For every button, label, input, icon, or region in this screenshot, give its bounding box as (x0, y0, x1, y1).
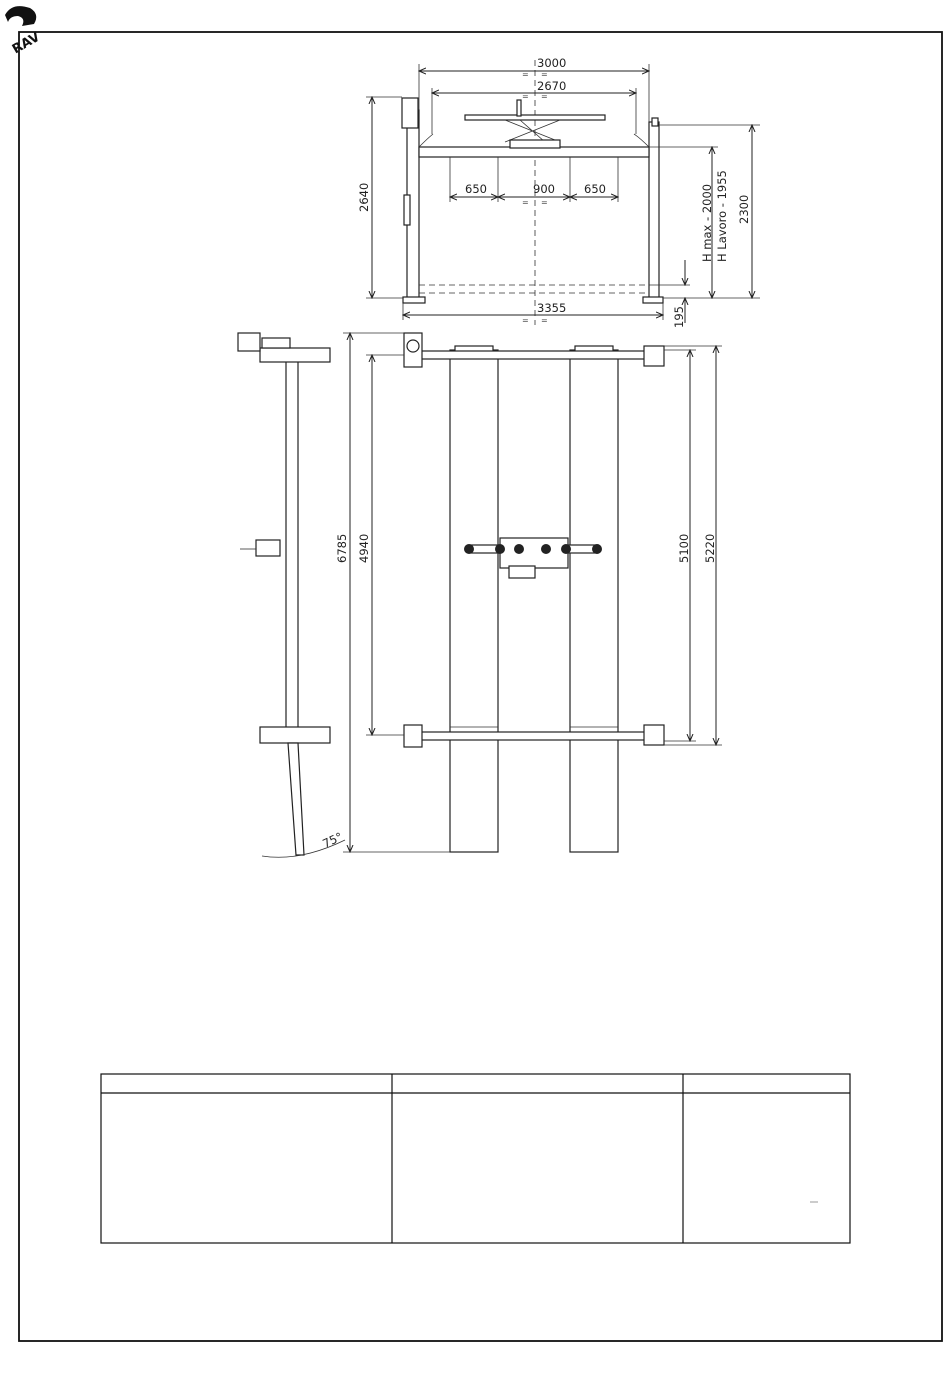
post-front-left-head (407, 340, 419, 352)
left-column-top (402, 98, 418, 128)
side-runway (286, 360, 298, 730)
left-runway (450, 350, 498, 852)
jack-base (510, 140, 560, 148)
dim-right-span: 650 (584, 182, 606, 196)
equal-mark: = (522, 316, 529, 325)
right-base-plate (643, 297, 663, 303)
equal-mark: = (541, 198, 548, 207)
dim-base-width: 3355 (537, 301, 567, 315)
post-rear-right (644, 725, 664, 745)
dim-overall-height: 2640 (357, 182, 371, 212)
dim-column-height: 2300 (737, 194, 751, 224)
equal-mark: = (541, 70, 548, 79)
jack-body (500, 538, 568, 568)
side-rear-beam (260, 727, 330, 743)
dim-outer-length: 5220 (703, 533, 717, 563)
dim-h-max: H max - 2000 (700, 183, 714, 262)
side-motor (262, 338, 290, 348)
side-view (238, 333, 345, 857)
dim-column-spacing: 4940 (357, 533, 371, 563)
jack-pad (514, 544, 524, 554)
dim-overall-width: 3000 (537, 56, 567, 70)
svg-text:RAV: RAV (9, 29, 43, 58)
dim-h-lavoro: H Lavoro - 1955 (715, 170, 729, 262)
jack-scissor (505, 120, 560, 142)
front-crossbar (420, 351, 650, 359)
side-ramp (288, 743, 304, 855)
side-post-top (238, 333, 260, 351)
equal-mark: = (541, 316, 548, 325)
side-front-beam (260, 348, 330, 362)
side-jack (256, 540, 280, 556)
jack-handle (517, 100, 521, 116)
dim-center-span: 900 (533, 182, 555, 196)
equal-mark: = (522, 198, 529, 207)
left-base-plate (403, 297, 425, 303)
right-column-cap (652, 118, 658, 126)
jack-pad (464, 544, 474, 554)
title-block (101, 1074, 850, 1243)
right-column (649, 122, 659, 298)
front-view (357, 56, 760, 328)
dim-left-span: 650 (465, 182, 487, 196)
dim-ramp-angle: 75° (320, 829, 345, 851)
dim-runway-length: 5100 (677, 533, 691, 563)
jack-pad (561, 544, 571, 554)
right-runway (570, 350, 618, 852)
top-view (335, 333, 722, 852)
equal-mark: = (541, 92, 548, 101)
jack-pad (592, 544, 602, 554)
dim-platform-width: 2670 (537, 79, 567, 93)
post-rear-left (404, 725, 422, 747)
jack-pump (509, 566, 535, 578)
post-front-right (644, 346, 664, 366)
jack-pad (495, 544, 505, 554)
left-cylinder (404, 195, 410, 225)
equal-mark: = (522, 70, 529, 79)
dim-min-height: 195 (672, 306, 686, 328)
jack-plate (465, 115, 605, 120)
jack-pad (541, 544, 551, 554)
rear-crossbar (420, 732, 650, 740)
dim-total-length: 6785 (335, 533, 349, 563)
equal-mark: = (522, 92, 529, 101)
